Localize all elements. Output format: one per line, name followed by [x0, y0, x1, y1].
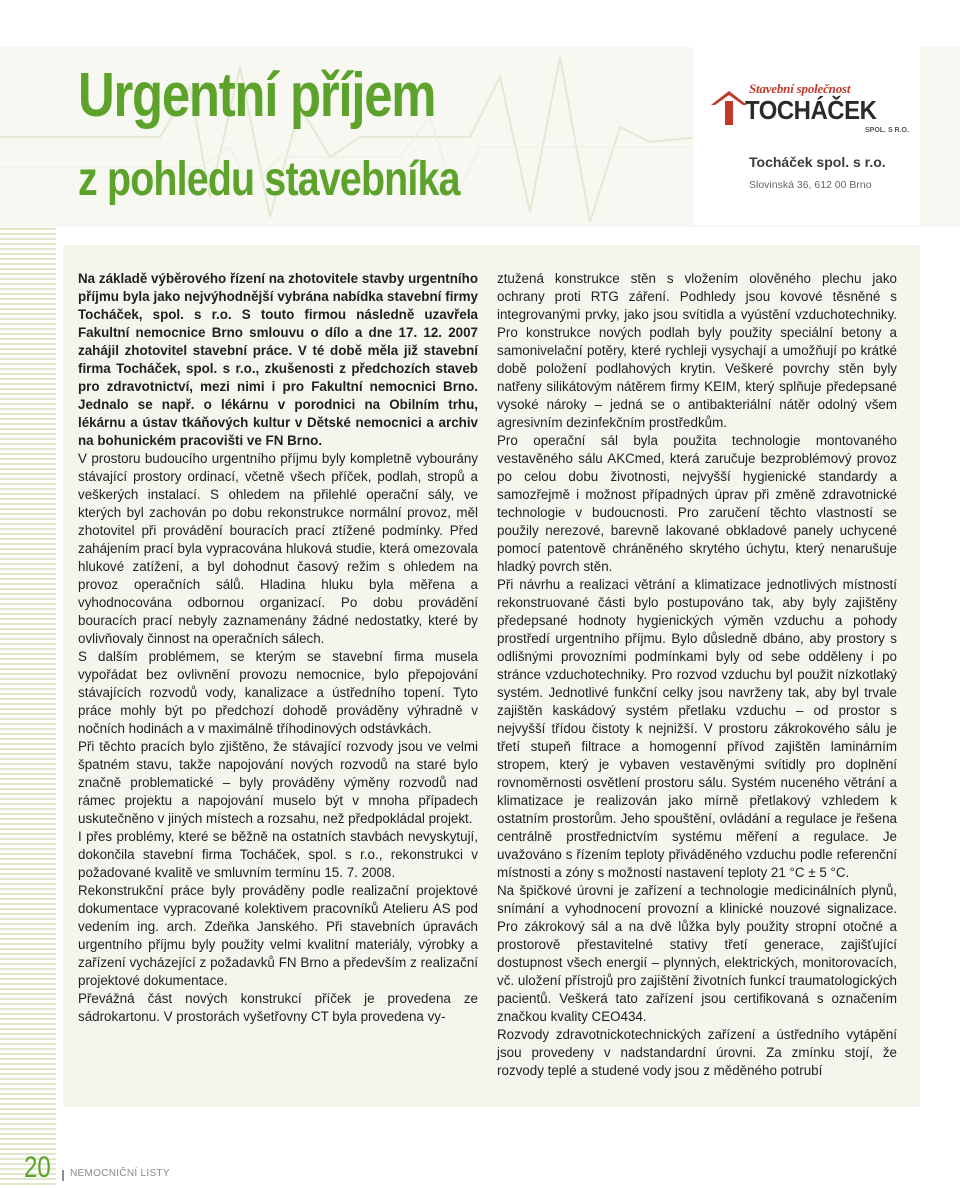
article-paragraph: Při návrhu a realizaci větrání a klimatizace jednotlivých místností rekonstruované části bylo postupováno tak, aby byly zajištěny předepsané hodnoty hygienických výměn vzduchu a pohody prostředí urgentního příjmu. Bylo důsledně dbáno, aby prostory s odlišnými provozními podmínkami byly od sebe odděleny i po stránce vzduchotechniky. Pro rozvod vzduchu byl použit nízkotlaký systém. Jednotlivé funkční celky jsou navrženy tak, aby byl trvale zajištěn kaskádový systém přetlaku vzduchu – od prostor s nejvyšší třídou čistoty k nejnižší. V prostoru zákrokového sálu je třetí stupeň filtrace a homogenní přívod zajištěn laminárním stropem, který je vybaven vestavěnými svítidly pro doplnění rovnoměrnosti osvětlení prostoru sálu. Systém nuceného větrání a klimatizace je realizován jako mírně přetlakový vzhledem k ostatním prostorům. Jeho spouštění, ovládání a regulace je řešena centrálně prostřednictvím systému měření a regulace. Je uvažováno s řízením teploty přiváděného vzduchu podle referenční místnosti a zóny s možností nastavení teploty 21 °C ± 5 °C. [497, 577, 897, 880]
page-number: 20 [24, 1151, 51, 1184]
article-paragraph: ztužená konstrukce stěn s vložením olověného plechu jako ochrany proti RTG záření. Podhledy jsou kovové těsněné s integrovanými prvky, jako jsou svítidla a vyústění vzduchotechniky. Pro konstrukce nových podlah byly použity speciální betony a samonivelační potěry, které rychleji vysychají a umožňují po krátké době položení podlahových krytin. Veškeré povrchy stěn byly natřeny silikátovým nátěrem firmy KEIM, který splňuje předepsané vysoké nároky – jedná se o antibakteriální nátěr odolný všem agresivním dezinfekčním prostředkům. [497, 271, 897, 430]
article-lead-paragraph: Na základě výběrového řízení na zhotovitele stavby urgentního příjmu byla jako nejvýhodnější vybrána nabídka stavební firmy Tocháček, spol. s r.o. S touto firmou následně uzavřela Fakultní nemocnice Brno smlouvu o dílo a dne 17. 12. 2007 zahájil zhotovitel stavební práce. V té době měla již stavební firma Tocháček, spol. s r.o., zkušenosti z předchozích staveb pro zdravotnictví, mezi nimi i pro Fakultní nemocnici Brno. Jednalo se např. o lékárnu v porodnici na Obilním trhu, lékárnu a ústav tkáňových kultur v Dětské nemocnici a archiv na bohunickém pracovišti ve FN Brno. [78, 271, 478, 448]
company-name: Tocháček spol. s r.o. [749, 154, 886, 170]
article-paragraph: Pro operační sál byla použita technologie montovaného vestavěného sálu AKCmed, která zaručuje bezproblémový provoz po celou dobu životnosti, nejvyšší hygienické standardy a samozřejmě i možnost případných úprav při změně zdravotnické technologie v budoucnosti. Pro zaručení těchto vlastností se použily nerezové, barevně lakované obkladové panely uchycené pomocí patentově chráněného skrytého úchytu, který nenarušuje hladký povrch stěn. [497, 433, 897, 574]
logo-suffix: SPOL. S R.O. [865, 127, 909, 134]
article-paragraph: V prostoru budoucího urgentního příjmu byly kompletně vybourány stávající prostory ordinací, včetně všech příček, podlah, stropů a veškerých instalací. S ohledem na přilehlé operační sály, ve kterých byl zachován po dobu rekonstrukce normální provoz, měl zhotovitel při provádění bouracích prací ztížené podmínky. Před zahájením prací byla vypracována hluková studie, která omezovala hlukové zatížení, a byl dohodnut časový režim s ohledem na provoz operačních sálů. Hladina hluku byla měřena a vyhodnocována odbornou organizací. Po dobu provádění bouracích prací nebyly zaznamenány žádné nedostatky, které by ovlivňovaly činnost na operačních sálech. [78, 451, 478, 646]
logo-tagline: Stavební společnost [749, 81, 851, 96]
article-title-line1: Urgentní příjem [78, 61, 436, 130]
company-logo-panel [693, 47, 920, 225]
company-address: Slovinská 36, 612 00 Brno [749, 179, 872, 191]
article-paragraph: Převážná část nových konstrukcí příček je provedena ze sádrokartonu. V prostorách vyšetřovny CT byla provedena vy- [78, 991, 478, 1024]
article-paragraph: Na špičkové úrovni je zařízení a technologie medicinálních plynů, snímání a vyhodnocení provozní a klinické nouzové signalizace. Pro zákrokový sál a na dvě lůžka byly použity stropní otočné a prostorově přestavitelné stativy třetí generace, zajišťující dostupnost všech energií – plynných, elektrických, monitorovacích, vč. uložení přístrojů pro zajištění životních funkcí traumatologických pacientů. Veškerá tato zařízení jsou certifikovaná s označením značkou kvality CEO434. [497, 883, 897, 1024]
article-column-right [497, 270, 897, 1080]
article-paragraph: Při těchto pracích bylo zjištěno, že stávající rozvody jsou ve velmi špatném stavu, takže napojování nových rozvodů na staré bylo značně problematické – byly prováděny výměny rozvodů nad rámec projektu a napojování muselo být v mnoha případech uskutečněno v jiných místech a rozsahu, než předpokládal projekt. [78, 739, 478, 826]
footer-divider [62, 1170, 64, 1181]
article-paragraph: S dalším problémem, se kterým se stavební firma musela vypořádat bez ovlivnění provozu nemocnice, bylo přepojování stávajících rozvodů vody, kanalizace a ústředního topení. Tyto práce mohly být po předchozí dohodě prováděny výhradně v nočních hodinách a v maximálně tříhodinových odstávkách. [78, 649, 478, 736]
side-stripe-decoration [0, 228, 56, 1188]
house-roof-icon [709, 87, 749, 127]
article-paragraph: I přes problémy, které se běžně na ostatních stavbách nevyskytují, dokončila stavební firma Tocháček, spol. s r.o., rekonstrukci v požadované kvalitě ve smluvním termínu 15. 7. 2008. [78, 829, 478, 880]
logo-wordmark: TOCHÁČEK [745, 95, 877, 125]
article-paragraph: Rozvody zdravotnickotechnických zařízení a ústředního vytápění jsou provedeny v nadstandardní úrovni. Za zmínku stojí, že rozvody teplé a studené vody jsou z měděného potrubí [497, 1027, 897, 1078]
article-title-line2: z pohledu stavebníka [78, 153, 460, 206]
publication-name: NEMOCNIČNÍ LISTY [70, 1168, 170, 1179]
article-column-left [78, 270, 478, 1026]
article-paragraph: Rekonstrukční práce byly prováděny podle realizační projektové dokumentace vypracované kolektivem pracovníků Atelieru AS pod vedením ing. arch. Zdeňka Janského. Při stavebních úpravách urgentního příjmu byly použity velmi kvalitní materiály, výrobky a zařízení vycházející z požadavků FN Brno a především z realizační projektové dokumentace. [78, 883, 478, 988]
